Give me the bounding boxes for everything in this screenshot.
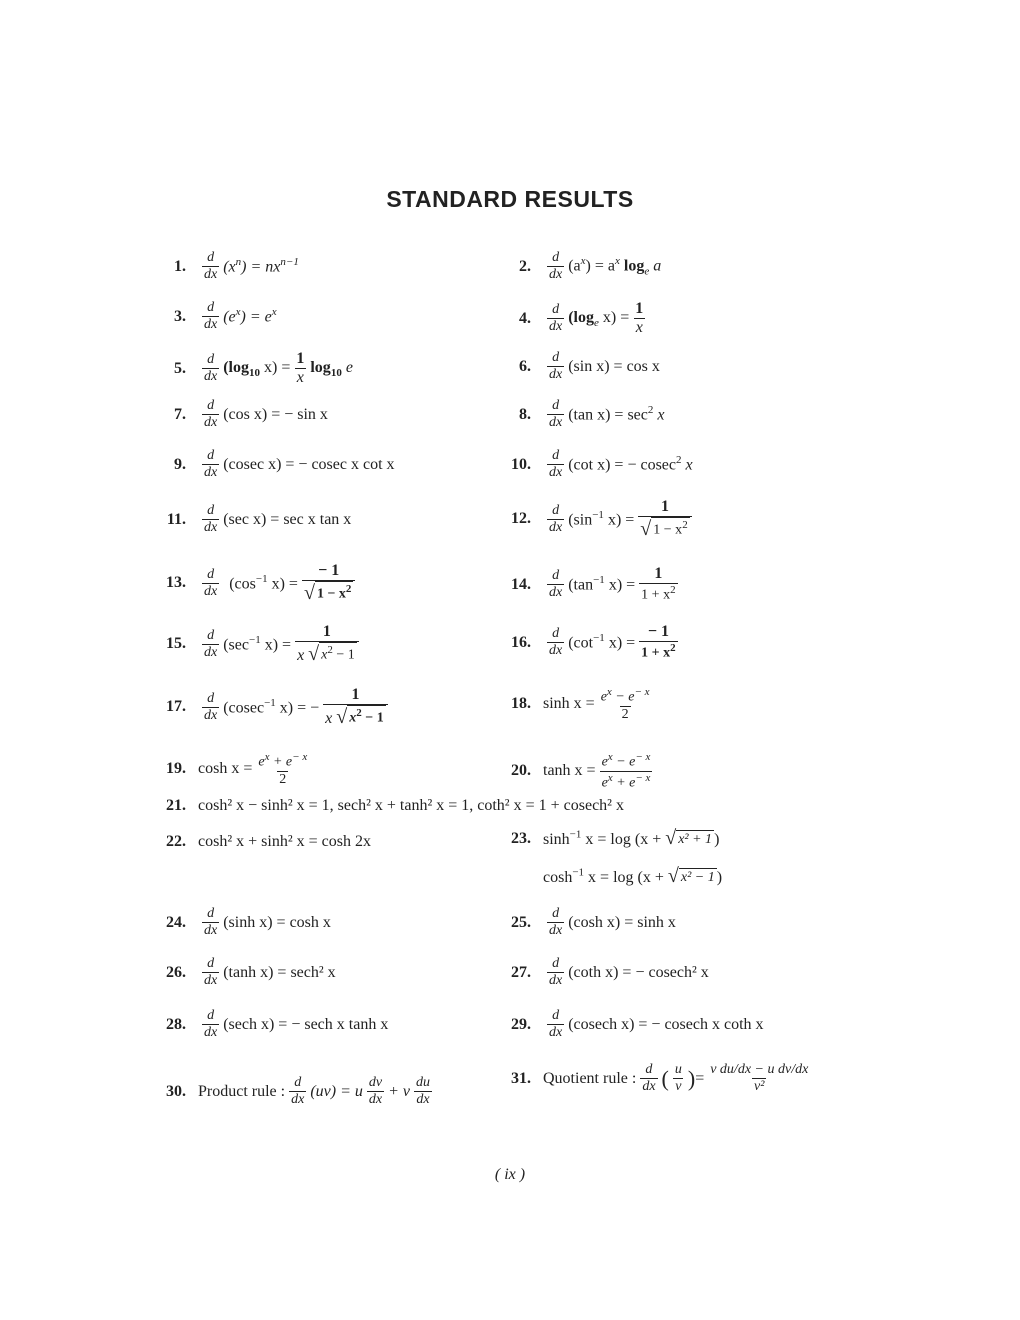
formula-6: 6. $\frac{d}{dx}$ (sin x) = cos x (505, 350, 660, 383)
formula-8: 8. $\frac{d}{dx}$ (tan $x) = \sec^2 x$ (505, 398, 664, 431)
page-title: STANDARD RESULTS (386, 186, 634, 212)
formula-19: 19. cosh x = $\frac{e^x + e^{- x}}{2}$ (160, 751, 313, 788)
derivative-operator: $\frac{d}{dx}$ (549, 398, 563, 431)
formula-number: 26. (166, 963, 186, 981)
formula-12: 12. $\frac{d}{dx}$ ($\sin^{-1}$ x) = 1 √ $1 - x^2$ (505, 498, 696, 541)
formula-number: 13. (166, 574, 186, 592)
formula-31: 31. Quotient rule : $\frac{d}{dx}$ ( $\frac{u}{v}$ ) = $\frac{\text{v du/dx − u dv/dx}}{\text{v²}}$ (505, 1062, 814, 1095)
formula-number: 18. (511, 695, 531, 713)
derivative-operator: $\frac{d}{dx}$ (549, 502, 563, 535)
derivative-operator: $\frac{d}{dx}$ (549, 448, 563, 481)
formula-11: 11. $\frac{d}{dx}$ (sec x) = sec x tan x (160, 503, 351, 536)
formula-5: 5. $\frac{d}{dx}$ ($\log_{10}$ x) = $\frac{1}{x}$ $\log_{10} e$ (160, 350, 353, 388)
derivative-operator: $\frac{d}{dx}$ (549, 906, 563, 939)
formula-number: 12. (511, 510, 531, 528)
derivative-operator: $\frac{d}{dx}$ (204, 1008, 218, 1041)
formula-4: 4. $\frac{d}{dx}$ ($\log_e$ x) = $\frac{1}{x}$ (505, 300, 649, 338)
formula-number: 6. (519, 357, 531, 375)
derivative-operator: $\frac{d}{dx}$ (204, 956, 218, 989)
formula-number: 16. (511, 633, 531, 651)
formula-23: 23. $\sinh^{-1} x = \log (x$ + √ x² + 1 ) (505, 828, 719, 849)
formula-17: 17. $\frac{d}{dx}$ (cosec$^{-1}$ x) = − 1 x √ $x^2 - 1$ (160, 686, 392, 729)
formula-number: 25. (511, 913, 531, 931)
formula-number: 14. (511, 575, 531, 593)
formula-number: 21. (166, 797, 186, 814)
formula-7: 7. $\frac{d}{dx}$ (cos x) = − sin x (160, 398, 328, 431)
formula-15: 15. $\frac{d}{dx}$ ($\sec^{-1}$ x) = 1 x √ $x^2 - 1$ (160, 623, 363, 666)
formula-number: 22. (166, 833, 186, 850)
derivative-operator: $\frac{d}{dx}$ (549, 625, 563, 659)
formula-number: 31. (511, 1069, 531, 1087)
formula-number: 27. (511, 963, 531, 981)
formula-3: 3. $\frac{d}{dx}$ $(e^x) = e^x$ (160, 300, 277, 333)
formula-27: 27. $\frac{d}{dx}$ (coth x) = − cosech² x (505, 956, 709, 989)
formula-number: 2. (519, 257, 531, 275)
formula-22: 22. cosh² x + sinh² x = cosh 2x (160, 833, 371, 851)
formula-29: 29. $\frac{d}{dx}$ (cosech x) = − cosech x coth x (505, 1008, 764, 1041)
derivative-operator: $\frac{d}{dx}$ (549, 567, 563, 601)
formula-number: 15. (166, 635, 186, 653)
formula-number: 4. (519, 309, 531, 327)
formula-24: 24. $\frac{d}{dx}$ (sinh x) = cosh x (160, 906, 331, 939)
formula-number: 19. (166, 760, 186, 778)
formula-number: 20. (511, 762, 531, 780)
derivative-operator: $\frac{d}{dx}$ (549, 956, 563, 989)
formula-23b: $\cosh^{-1} x = \log (x$ + √ x² − 1 ) (543, 865, 723, 887)
formula-number: 24. (166, 913, 186, 931)
derivative-operator: $\frac{d}{dx}$ (204, 398, 218, 431)
formula-9: 9. $\frac{d}{dx}$ (cosec x) = − cosec x cot x (160, 448, 395, 481)
derivative-operator: $\frac{d}{dx}$ (204, 627, 218, 660)
formula-2: 2. $\frac{d}{dx}$ $(a^x) = a^x$ $\log_e a$ (505, 250, 661, 283)
derivative-operator: $\frac{d}{dx}$ (549, 350, 563, 383)
derivative-operator: $\frac{d}{dx}$ (204, 352, 218, 385)
formula-26: 26. $\frac{d}{dx}$ (tanh x) = sech² x (160, 956, 336, 989)
formula-16: 16. $\frac{d}{dx}$ ($\cot^{-1}$ x) = $\frac{- 1}{1 + x^2}$ (505, 623, 682, 662)
derivative-operator: $\frac{d}{dx}$ (204, 250, 218, 283)
formula-number: 29. (511, 1015, 531, 1033)
formula-number: 11. (166, 510, 186, 528)
formula-number: 7. (174, 405, 186, 423)
derivative-operator: $\frac{d}{dx}$ (642, 1062, 656, 1095)
formula-14: 14. $\frac{d}{dx}$ ($\tan^{-1}$ x) = $\frac{1}{1 + x^2}$ (505, 565, 682, 604)
formula-18: 18. sinh x = $\frac{e^x - e^{- x}}{2}$ (505, 686, 656, 723)
derivative-operator: $\frac{d}{dx}$ (549, 1008, 563, 1041)
derivative-operator: $\frac{d}{dx}$ (204, 300, 218, 333)
formula-number: 28. (166, 1015, 186, 1033)
formula-number: 5. (174, 359, 186, 377)
formula-28: 28. $\frac{d}{dx}$ (sech x) = − sech x tanh x (160, 1008, 388, 1041)
page-number: ( ix ) (494, 1166, 526, 1183)
formula-10: 10. $\frac{d}{dx}$ (cot x) = − cosec$^2$ x (505, 448, 693, 481)
formula-30: 30. Product rule : $\frac{d}{dx}$ (uv) = u $\frac{dv}{dx}$ + v $\frac{du}{dx}$ (160, 1075, 436, 1108)
formula-25: 25. $\frac{d}{dx}$ (cosh x) = sinh x (505, 906, 676, 939)
formula-number: 9. (174, 455, 186, 473)
formula-number: 10. (511, 455, 531, 473)
formula-number: 1. (174, 257, 186, 275)
derivative-operator: $\frac{d}{dx}$ (549, 302, 563, 335)
formula-13: 13. $\frac{d}{dx}$ ($\cos^{-1}$ x) = − 1 √ $1 - x^2$ (160, 562, 359, 605)
formula-number: 30. (166, 1082, 186, 1100)
formula-21: 21. cosh² x − sinh² x = 1, sech² x + tanh² x = 1, coth² x = 1 + cosech² x (160, 797, 624, 815)
formula-20: 20. tanh x = $\frac{e^x - e^{- x}}{e^x + e^{- x}}$ (505, 751, 656, 792)
derivative-operator: $\frac{d}{dx}$ (204, 906, 218, 939)
derivative-operator: $\frac{d}{dx}$ (204, 448, 218, 481)
formula-number: 23. (511, 829, 531, 847)
formula-number: 8. (519, 405, 531, 423)
derivative-operator: $\frac{d}{dx}$ (204, 566, 218, 599)
derivative-operator: $\frac{d}{dx}$ (204, 503, 218, 536)
derivative-operator: $\frac{d}{dx}$ (549, 250, 563, 283)
formula-number: 3. (174, 307, 186, 325)
formula-number: 17. (166, 698, 186, 716)
derivative-operator: $\frac{d}{dx}$ (291, 1075, 305, 1108)
derivative-operator: $\frac{d}{dx}$ (204, 690, 218, 723)
formula-1: 1. $\frac{d}{dx}$ $(x^n) = nx^{n-1}$ (160, 250, 299, 283)
